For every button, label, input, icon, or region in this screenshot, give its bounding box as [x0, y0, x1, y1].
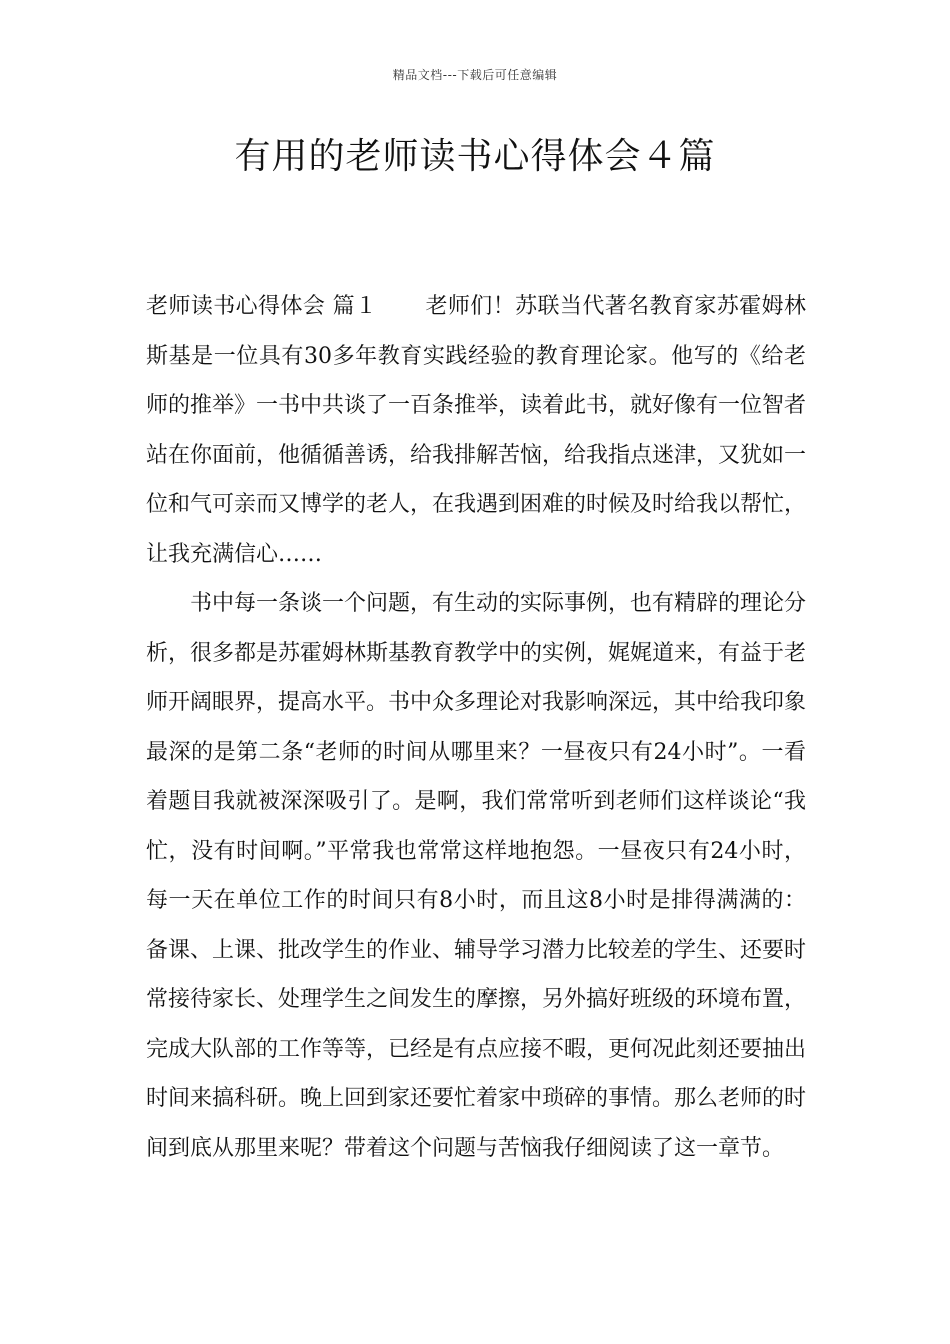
- document-body: [146, 282, 806, 1173]
- document-title: 有用的老师读书心得体会４篇: [234, 136, 716, 177]
- section-label: 老师读书心得体会 篇１: [146, 294, 378, 319]
- page-header: 精品文档---下载后可任意编辑: [392, 68, 558, 82]
- paragraph-2: 书中每一条谈一个问题，有生动的实际事例，也有精辟的理论分析，很多都是苏霍姆林斯基教育教学中的实例，娓娓道来，有益于老师开阔眼界，提高水平。书中众多理论对我影响深远，其中给我印象最深的是第二条“老师的时间从哪里来？一昼夜只有24小时”。一看着题目我就被深深吸引了。是啊，我们常常听到老师们这样谈论“我忙，没有时间啊。”平常我也常常这样地抱怨。一昼夜只有24小时，每一天在单位工作的时间只有8小时，而且这8小时是排得满满的：备课、上课、批改学生的作业、辅导学习潜力比较差的学生、还要时常接待家长、处理学生之间发生的摩擦，另外搞好班级的环境布置，完成大队部的工作等等，已经是有点应接不暇，更何况此刻还要抽出时间来搞科研。晚上回到家还要忙着家中琐碎的事情。那么老师的时间到底从那里来呢？带着这个问题与苦恼我仔细阅读了这一章节。: [146, 591, 807, 1161]
- paragraph-1: [146, 282, 806, 579]
- paragraph-1-text: 老师们！苏联当代著名教育家苏霍姆林斯基是一位具有30多年教育实践经验的教育理论家。他写的《给老师的推举》一书中共谈了一百条推举，读着此书，就好像有一位智者站在你面前，他循循善诱，给我排解苦恼，给我指点迷津，又犹如一位和气可亲而又博学的老人，在我遇到困难的时候及时给我以帮忙，让我充满信心……: [146, 294, 807, 567]
